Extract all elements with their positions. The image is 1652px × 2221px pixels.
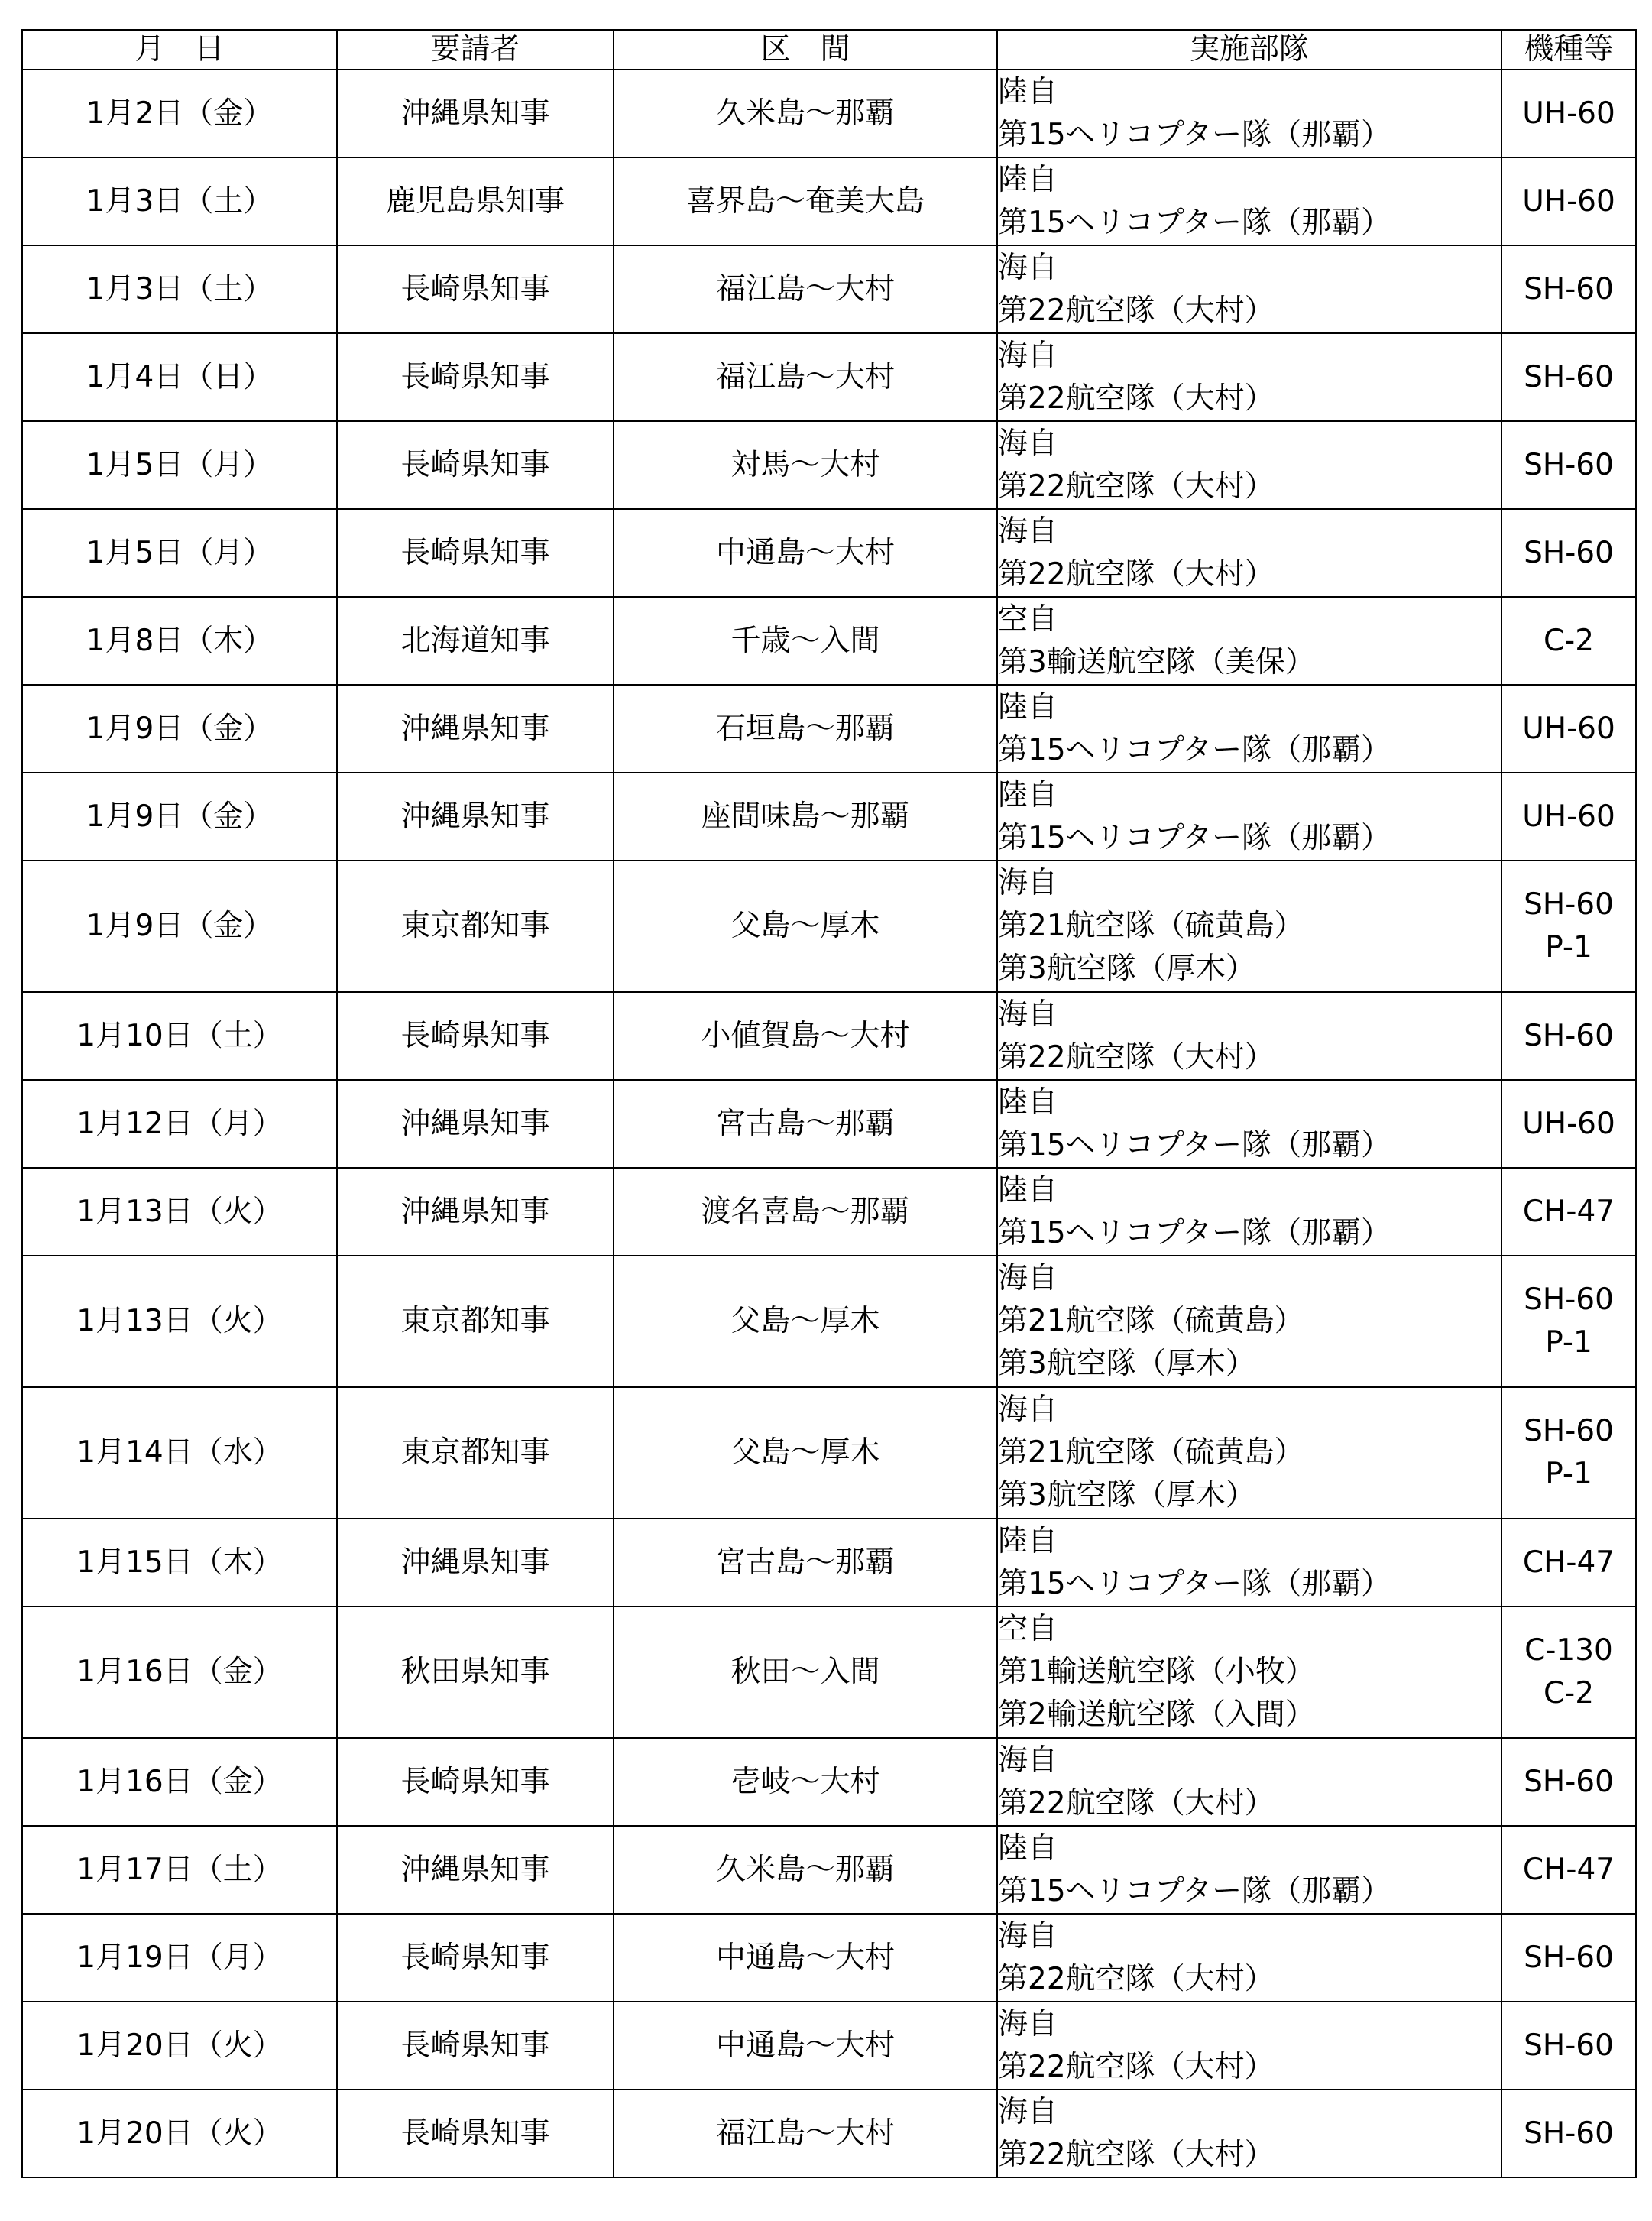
unit-line: 第1輸送航空隊（小牧） [998,1655,1315,1689]
unit-line: 第22航空隊（大村） [998,293,1275,328]
date-cell: 1月10日（土） [22,992,337,1080]
section-cell: 喜界島～奄美大島 [614,157,997,245]
date-cell: 1月19日（月） [22,1914,337,2002]
date-cell: 1月14日（水） [22,1387,337,1519]
aircraft-cell [1501,2002,1636,2090]
requester-cell: 鹿児島県知事 [337,157,614,245]
date-cell: 1月20日（火） [22,2002,337,2090]
unit-line: 第15ヘリコプター隊（那覇） [998,205,1391,240]
unit-line: 第22航空隊（大村） [998,469,1275,504]
unit-cell [997,1914,1501,2002]
requester-cell: 長崎県知事 [337,333,614,421]
table-row [22,1519,1636,1607]
unit-cell [997,861,1501,992]
aircraft-line: C-2 [1543,623,1595,658]
unit-cell [997,245,1501,333]
date-cell: 1月15日（木） [22,1519,337,1607]
unit-cell [997,509,1501,597]
aircraft-cell [1501,1738,1636,1826]
unit-line: 第15ヘリコプター隊（那覇） [998,117,1391,152]
aircraft-line: UH-60 [1522,96,1615,131]
aircraft-line: SH-60 [1524,2028,1614,2063]
date-cell: 1月9日（金） [22,773,337,861]
aircraft-cell [1501,333,1636,421]
unit-line: 海自 [998,866,1058,900]
unit-cell [997,1168,1501,1256]
date-cell: 1月9日（金） [22,861,337,992]
aircraft-line: SH-60 [1524,1764,1614,1799]
table-row [22,685,1636,773]
unit-line: 第3航空隊（厚木） [998,1478,1255,1513]
section-cell: 中通島～大村 [614,509,997,597]
requester-cell: 沖縄県知事 [337,1519,614,1607]
date-cell: 1月8日（木） [22,597,337,685]
unit-line: 海自 [998,426,1058,461]
aircraft-cell [1501,2090,1636,2177]
aircraft-line: SH-60 [1524,1414,1614,1448]
section-cell: 父島～厚木 [614,861,997,992]
section-cell: 宮古島～那覇 [614,1519,997,1607]
unit-line: 第21航空隊（硫黄島） [998,1435,1304,1470]
section-cell: 座間味島～那覇 [614,773,997,861]
unit-cell [997,333,1501,421]
unit-cell [997,1519,1501,1607]
unit-line: 海自 [998,250,1058,285]
section-cell: 渡名喜島～那覇 [614,1168,997,1256]
requester-cell: 沖縄県知事 [337,685,614,773]
unit-line: 第15ヘリコプター隊（那覇） [998,732,1391,767]
section-cell: 福江島～大村 [614,333,997,421]
unit-cell [997,1256,1501,1387]
aircraft-line: UH-60 [1522,183,1615,219]
aircraft-line: UH-60 [1522,799,1615,834]
table-row [22,597,1636,685]
unit-line: 空自 [998,601,1058,637]
table-row [22,157,1636,245]
section-cell: 小値賀島～大村 [614,992,997,1080]
unit-line: 第22航空隊（大村） [998,381,1275,416]
aircraft-cell [1501,1914,1636,2002]
date-cell: 1月2日（金） [22,70,337,157]
aircraft-line: SH-60 [1524,1018,1614,1053]
unit-line: 空自 [998,1612,1058,1646]
unit-line: 第22航空隊（大村） [998,2137,1275,2172]
table-row [22,421,1636,509]
aircraft-line: P-1 [1545,1325,1592,1360]
section-cell: 福江島～大村 [614,2090,997,2177]
aircraft-line: UH-60 [1522,1106,1615,1141]
aircraft-line: P-1 [1545,930,1592,965]
unit-cell [997,1607,1501,1738]
table-row [22,773,1636,861]
aircraft-cell [1501,1826,1636,1914]
section-cell: 父島～厚木 [614,1256,997,1387]
aircraft-line: UH-60 [1522,711,1615,746]
aircraft-cell [1501,992,1636,1080]
table-row [22,509,1636,597]
unit-line: 第22航空隊（大村） [998,1785,1275,1821]
unit-cell [997,2090,1501,2177]
unit-line: 陸自 [998,1085,1058,1120]
aircraft-cell [1501,773,1636,861]
header-row [22,30,1636,70]
header-section: 区 間 [614,30,997,70]
requester-cell: 沖縄県知事 [337,1826,614,1914]
header-unit: 実施部隊 [997,30,1501,70]
section-cell: 久米島～那覇 [614,70,997,157]
unit-line: 陸自 [998,1523,1058,1558]
unit-line: 第2輸送航空隊（入間） [998,1697,1315,1732]
date-cell: 1月4日（日） [22,333,337,421]
aircraft-cell [1501,70,1636,157]
header-requester: 要請者 [337,30,614,70]
aircraft-cell [1501,157,1636,245]
unit-line: 海自 [998,2006,1058,2041]
unit-line: 陸自 [998,689,1058,725]
table-row [22,70,1636,157]
table-row [22,2002,1636,2090]
aircraft-cell [1501,421,1636,509]
unit-line: 第22航空隊（大村） [998,2049,1275,2084]
aircraft-line: SH-60 [1524,447,1614,482]
requester-cell: 北海道知事 [337,597,614,685]
unit-line: 第22航空隊（大村） [998,1039,1275,1075]
aircraft-cell [1501,1607,1636,1738]
requester-cell: 秋田県知事 [337,1607,614,1738]
date-cell: 1月16日（金） [22,1607,337,1738]
table-row [22,1387,1636,1519]
unit-cell [997,1080,1501,1168]
dispatch-table [21,29,1637,2178]
date-cell: 1月16日（金） [22,1738,337,1826]
requester-cell: 沖縄県知事 [337,1168,614,1256]
aircraft-line: CH-47 [1522,1194,1615,1229]
date-cell: 1月17日（土） [22,1826,337,1914]
header-date: 月 日 [22,30,337,70]
table-row [22,1256,1636,1387]
aircraft-line: CH-47 [1522,1852,1615,1887]
unit-cell [997,1738,1501,1826]
date-cell: 1月5日（月） [22,421,337,509]
section-cell: 中通島～大村 [614,2002,997,2090]
unit-line: 海自 [998,338,1058,373]
aircraft-line: SH-60 [1524,1282,1614,1317]
requester-cell: 沖縄県知事 [337,773,614,861]
section-cell: 対馬～大村 [614,421,997,509]
aircraft-line: SH-60 [1524,535,1614,570]
section-cell: 父島～厚木 [614,1387,997,1519]
unit-line: 陸自 [998,777,1058,812]
table-row [22,333,1636,421]
aircraft-cell [1501,1256,1636,1387]
section-cell: 秋田～入間 [614,1607,997,1738]
aircraft-line: SH-60 [1524,2116,1614,2151]
requester-cell: 長崎県知事 [337,1914,614,2002]
unit-line: 第3航空隊（厚木） [998,952,1255,986]
aircraft-line: SH-60 [1524,271,1614,306]
aircraft-cell [1501,685,1636,773]
unit-cell [997,70,1501,157]
table-row [22,1826,1636,1914]
section-cell: 壱岐～大村 [614,1738,997,1826]
unit-line: 海自 [998,2094,1058,2129]
unit-line: 陸自 [998,1830,1058,1866]
unit-line: 陸自 [998,74,1058,109]
aircraft-cell [1501,1387,1636,1519]
aircraft-cell [1501,861,1636,992]
aircraft-cell [1501,1168,1636,1256]
requester-cell: 長崎県知事 [337,1738,614,1826]
unit-line: 陸自 [998,162,1058,197]
requester-cell: 沖縄県知事 [337,1080,614,1168]
requester-cell: 東京都知事 [337,861,614,992]
unit-line: 海自 [998,514,1058,549]
table-row [22,2090,1636,2177]
unit-cell [997,157,1501,245]
date-cell: 1月5日（月） [22,509,337,597]
table-row [22,1080,1636,1168]
unit-cell [997,685,1501,773]
requester-cell: 長崎県知事 [337,2002,614,2090]
unit-cell [997,773,1501,861]
date-cell: 1月20日（火） [22,2090,337,2177]
unit-cell [997,2002,1501,2090]
date-cell: 1月3日（土） [22,245,337,333]
unit-line: 第15ヘリコプター隊（那覇） [998,1873,1391,1908]
aircraft-line: C-130 [1524,1633,1613,1668]
aircraft-cell [1501,1080,1636,1168]
requester-cell: 長崎県知事 [337,509,614,597]
aircraft-line: CH-47 [1522,1545,1615,1580]
unit-line: 第15ヘリコプター隊（那覇） [998,1566,1391,1601]
unit-line: 海自 [998,1743,1058,1778]
table-body [22,70,1636,2177]
table-row [22,1914,1636,2002]
requester-cell: 沖縄県知事 [337,70,614,157]
date-cell: 1月12日（月） [22,1080,337,1168]
table-row [22,1738,1636,1826]
section-cell: 千歳～入間 [614,597,997,685]
section-cell: 福江島～大村 [614,245,997,333]
aircraft-line: SH-60 [1524,359,1614,394]
unit-line: 海自 [998,1918,1058,1954]
unit-cell [997,421,1501,509]
unit-line: 第15ヘリコプター隊（那覇） [998,1127,1391,1162]
unit-line: 陸自 [998,1172,1058,1208]
aircraft-cell [1501,509,1636,597]
table-row [22,861,1636,992]
aircraft-line: C-2 [1543,1676,1595,1710]
section-cell: 石垣島～那覇 [614,685,997,773]
aircraft-cell [1501,245,1636,333]
date-cell: 1月13日（火） [22,1256,337,1387]
aircraft-line: SH-60 [1524,1940,1614,1975]
requester-cell: 東京都知事 [337,1387,614,1519]
unit-cell [997,1387,1501,1519]
unit-cell [997,597,1501,685]
requester-cell: 長崎県知事 [337,421,614,509]
unit-line: 第21航空隊（硫黄島） [998,1304,1304,1338]
unit-line: 第15ヘリコプター隊（那覇） [998,820,1391,855]
requester-cell: 長崎県知事 [337,245,614,333]
date-cell: 1月9日（金） [22,685,337,773]
table-row [22,1168,1636,1256]
requester-cell: 長崎県知事 [337,992,614,1080]
header-aircraft: 機種等 [1501,30,1636,70]
aircraft-line: SH-60 [1524,887,1614,922]
date-cell: 1月13日（火） [22,1168,337,1256]
aircraft-line: P-1 [1545,1457,1592,1491]
section-cell: 中通島～大村 [614,1914,997,2002]
date-cell: 1月3日（土） [22,157,337,245]
section-cell: 宮古島～那覇 [614,1080,997,1168]
unit-line: 海自 [998,1393,1058,1427]
unit-line: 第21航空隊（硫黄島） [998,909,1304,943]
unit-cell [997,992,1501,1080]
aircraft-cell [1501,1519,1636,1607]
table-row [22,992,1636,1080]
requester-cell: 東京都知事 [337,1256,614,1387]
table-row [22,1607,1636,1738]
unit-line: 海自 [998,1261,1058,1295]
section-cell: 久米島～那覇 [614,1826,997,1914]
unit-line: 第22航空隊（大村） [998,556,1275,592]
unit-cell [997,1826,1501,1914]
unit-line: 第22航空隊（大村） [998,1961,1275,1996]
unit-line: 第3輸送航空隊（美保） [998,644,1315,679]
requester-cell: 長崎県知事 [337,2090,614,2177]
unit-line: 第3航空隊（厚木） [998,1347,1255,1381]
table-row [22,245,1636,333]
unit-line: 第15ヘリコプター隊（那覇） [998,1215,1391,1250]
unit-line: 海自 [998,997,1058,1032]
aircraft-cell [1501,597,1636,685]
